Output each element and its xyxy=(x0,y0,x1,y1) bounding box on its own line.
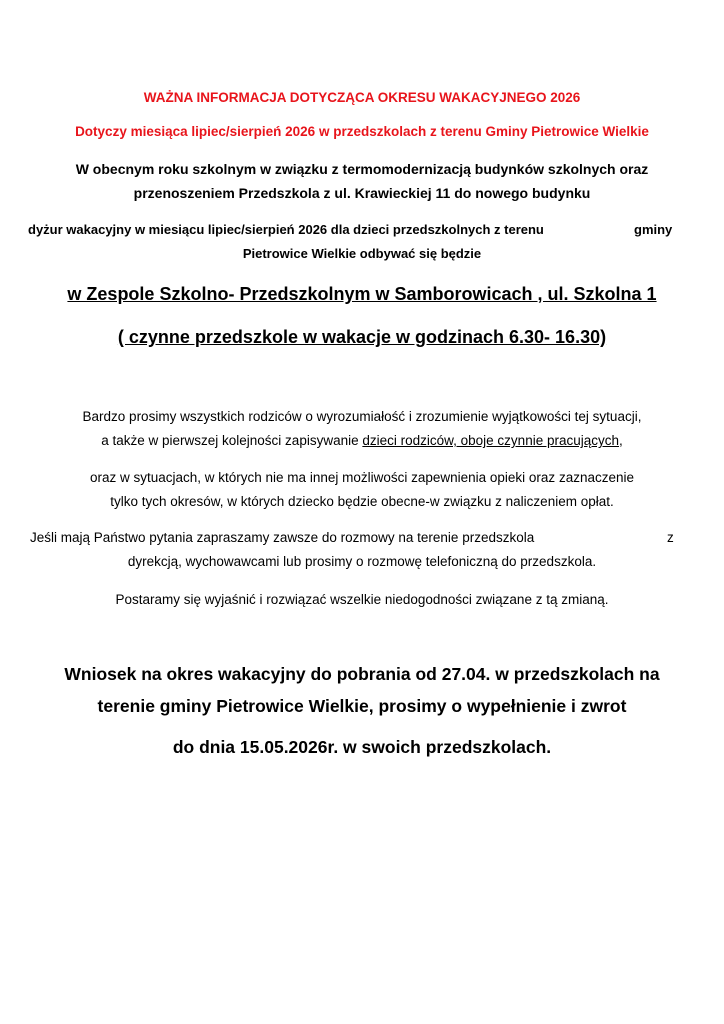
duty-line-2: Pietrowice Wielkie odbywać się będzie xyxy=(242,246,482,261)
paragraph-1-line-2 xyxy=(0,433,724,448)
duty-line-1: dyżur wakacyjny w miesiącu lipiec/sierpień 2026 dla dzieci przedszkolnych z terenu xyxy=(28,222,544,237)
paragraph-3-line-2: dyrekcją, wychowawcami lub prosimy o rozmowę telefoniczną do przedszkola. xyxy=(127,554,597,569)
doc-subtitle: Dotyczy miesiąca lipiec/sierpień 2026 w przedszkolach z terenu Gminy Pietrowice Wielkie xyxy=(75,124,649,139)
closing-line-2: terenie gminy Pietrowice Wielkie, prosimy o wypełnienie i zwrot xyxy=(97,696,627,716)
paragraph-3-line-1: Jeśli mają Państwo pytania zapraszamy zawsze do rozmowy na terenie przedszkola xyxy=(30,530,535,545)
paragraph-3-line-1-end: z xyxy=(667,530,674,545)
paragraph-1-comma: , xyxy=(619,433,623,448)
location-heading: w Zespole Szkolno- Przedszkolnym w Samborowicach , ul. Szkolna 1 xyxy=(67,284,657,304)
closing-line-1: Wniosek na okres wakacyjny do pobrania od 27.04. w przedszkolach na xyxy=(64,664,660,684)
paragraph-4: Postaramy się wyjaśnić i rozwiązać wszelkie niedogodności związane z tą zmianą. xyxy=(115,592,609,607)
paragraph-2-line-2: tylko tych okresów, w których dziecko będzie obecne-w związku z naliczeniem opłat. xyxy=(110,494,614,509)
duty-line-1-end: gminy xyxy=(634,222,673,237)
paragraph-1-line-1: Bardzo prosimy wszystkich rodziców o wyrozumiałość i zrozumienie wyjątkowości tej sytuacji, xyxy=(82,409,642,424)
paragraph-2-line-1: oraz w sytuacjach, w których nie ma innej możliwości zapewnienia opieki oraz zaznaczenie xyxy=(89,470,634,485)
intro-line-1: W obecnym roku szkolnym w związku z termomodernizacją budynków szkolnych oraz xyxy=(75,161,649,177)
hours-heading: ( czynne przedszkole w wakacje w godzinach 6.30- 16.30) xyxy=(117,327,607,347)
closing-line-3: do dnia 15.05.2026r. w swoich przedszkolach. xyxy=(172,737,552,757)
paragraph-1-underlined: dzieci rodziców, oboje czynnie pracujących xyxy=(362,433,619,448)
doc-title: WAŻNA INFORMACJA DOTYCZĄCA OKRESU WAKACYJNEGO 2026 xyxy=(143,90,581,105)
paragraph-1-text: a także w pierwszej kolejności zapisywanie xyxy=(101,433,363,448)
intro-line-2: przenoszeniem Przedszkola z ul. Krawieckiej 11 do nowego budynku xyxy=(133,185,591,201)
